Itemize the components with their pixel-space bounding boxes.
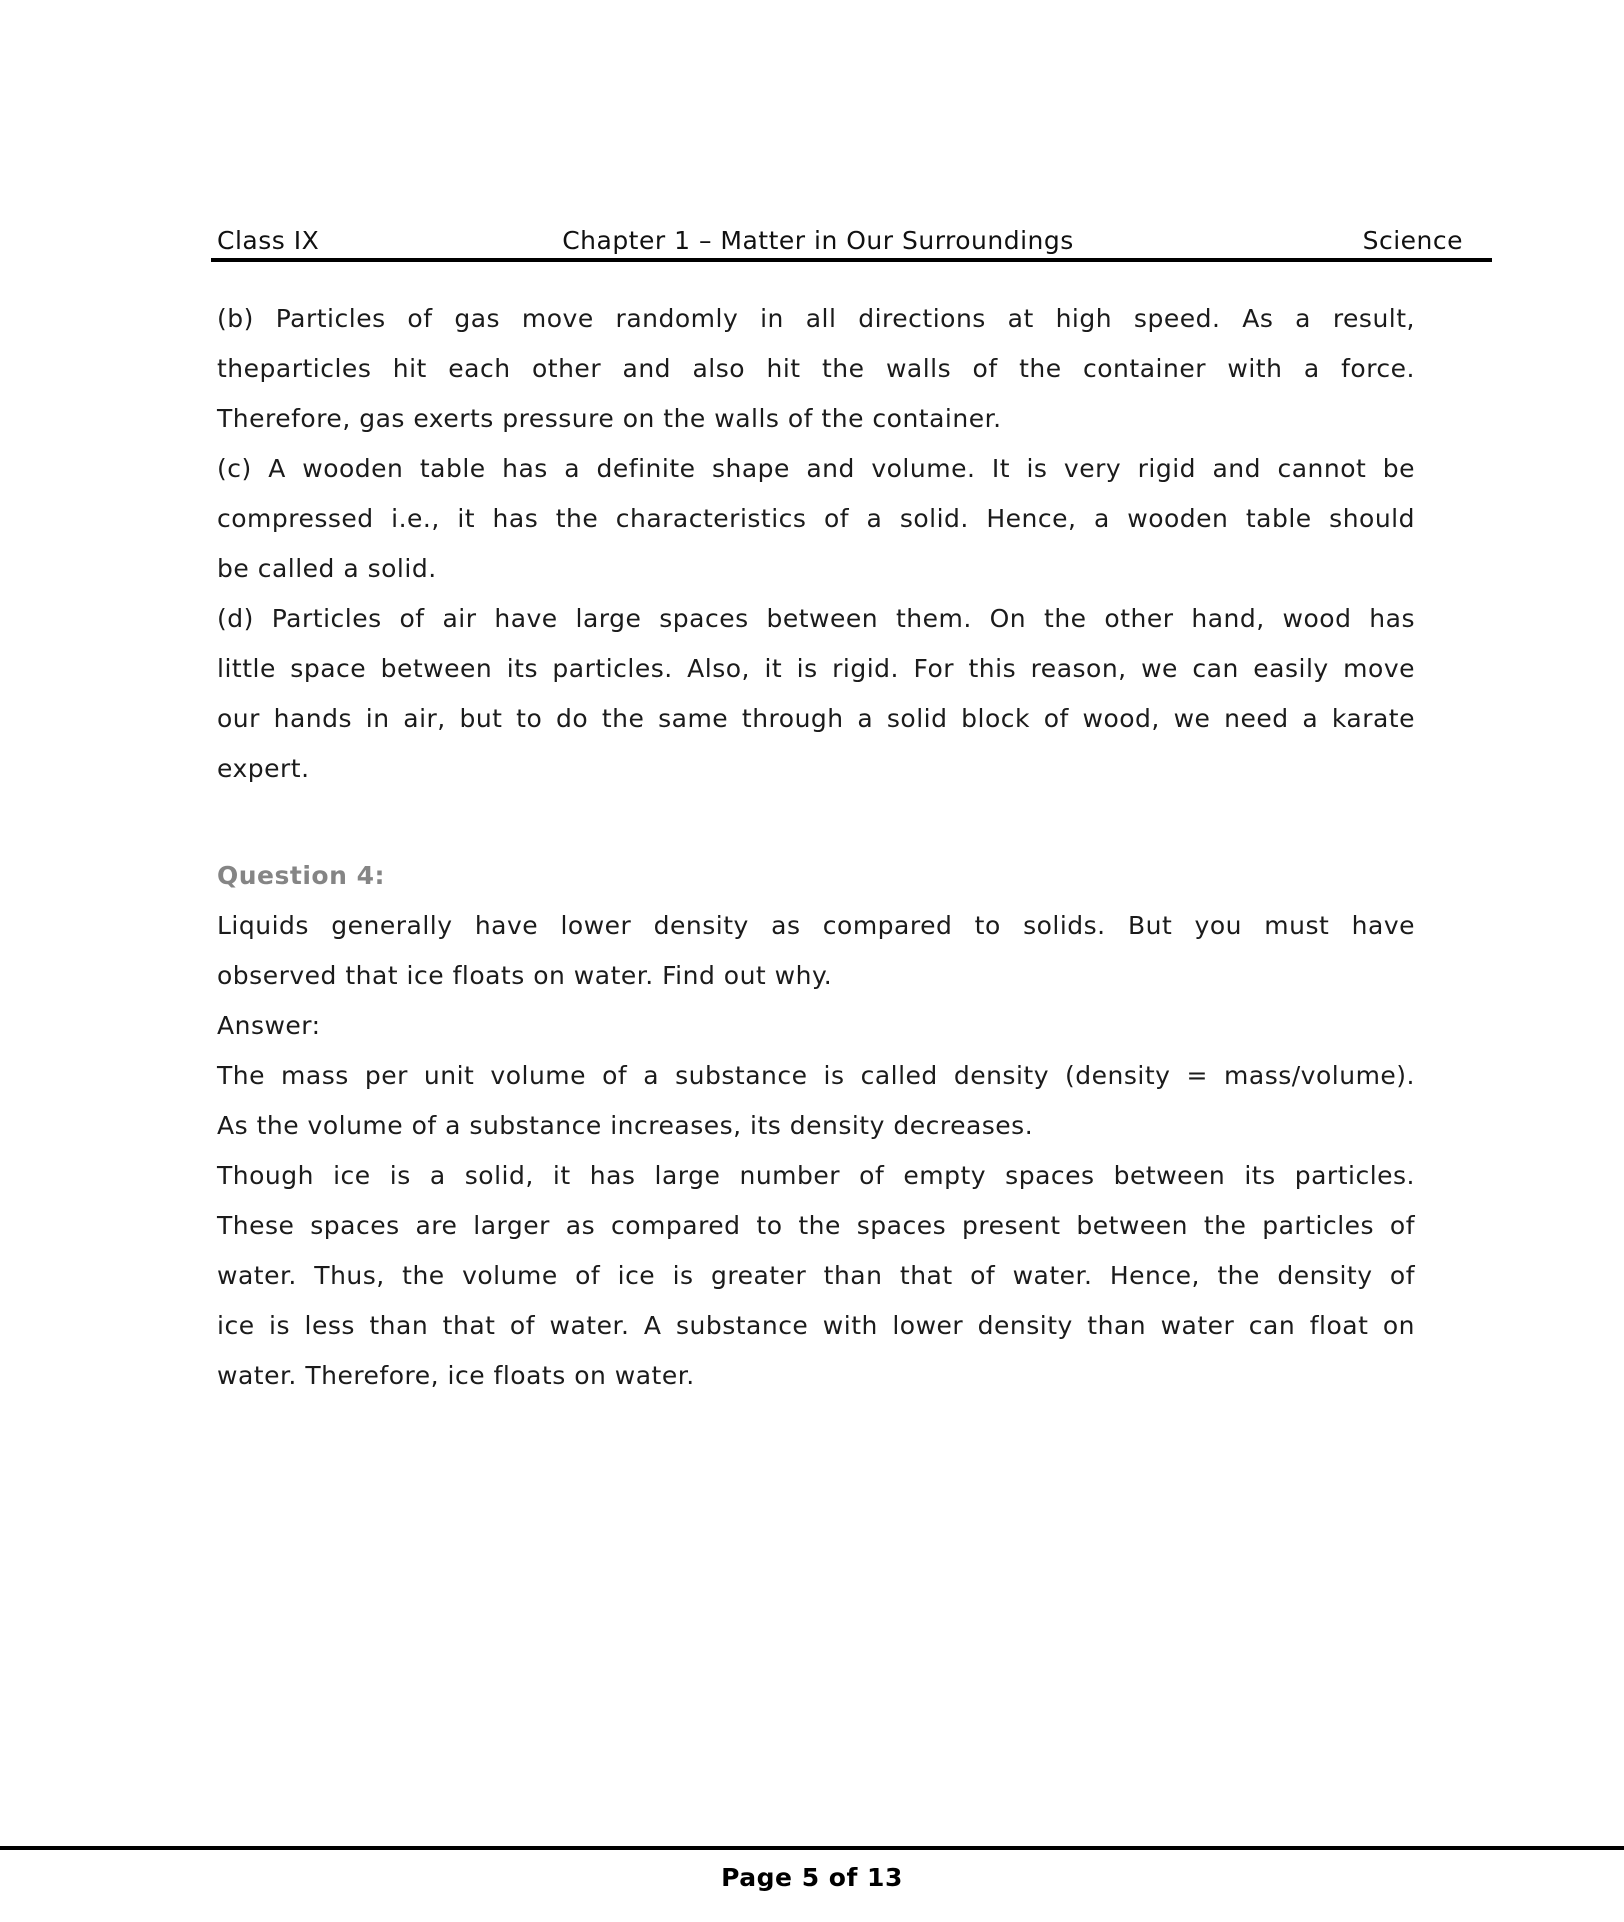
paragraph	[217, 294, 1415, 444]
text-line: (d) Particles of air have large spaces between them. On the other hand, wood has	[217, 604, 1415, 633]
text-line: Therefore, gas exerts pressure on the walls of the container.	[217, 404, 1002, 433]
text-line: The mass per unit volume of a substance is called density (density = mass/volume).	[217, 1061, 1415, 1090]
page-header	[211, 226, 1492, 262]
question-heading: Question 4:	[217, 861, 385, 890]
text-line: As the volume of a substance increases, its density decreases.	[217, 1111, 1034, 1140]
text-line: Though ice is a solid, it has large number of empty spaces between its particles.	[217, 1161, 1415, 1190]
text-line: expert.	[217, 754, 310, 783]
text-line: ice is less than that of water. A substance with lower density than water can float on	[217, 1311, 1415, 1340]
paragraph-spacer	[217, 794, 1415, 851]
text-line: be called a solid.	[217, 554, 437, 583]
text-line: (c) A wooden table has a definite shape and volume. It is very rigid and cannot be	[217, 454, 1415, 483]
page-number: Page 5 of 13	[721, 1863, 903, 1892]
paragraph	[217, 1051, 1415, 1151]
text-line: These spaces are larger as compared to the spaces present between the particles of	[217, 1211, 1415, 1240]
paragraph	[217, 444, 1415, 594]
text-line: (b) Particles of gas move randomly in all directions at high speed. As a result,	[217, 304, 1415, 333]
paragraph	[217, 1151, 1415, 1401]
document-body	[217, 294, 1415, 1401]
text-line: little space between its particles. Also, it is rigid. For this reason, we can easily move	[217, 654, 1415, 683]
footer-divider	[0, 1846, 1624, 1850]
header-subject-label: Science	[1362, 226, 1463, 255]
text-line: water. Therefore, ice floats on water.	[217, 1361, 695, 1390]
text-line: observed that ice floats on water. Find out why.	[217, 961, 833, 990]
header-chapter-title: Chapter 1 – Matter in Our Surroundings	[562, 226, 1074, 255]
text-line: our hands in air, but to do the same through a solid block of wood, we need a karate	[217, 704, 1415, 733]
text-line: theparticles hit each other and also hit the walls of the container with a force.	[217, 354, 1415, 383]
text-line: Liquids generally have lower density as compared to solids. But you must have	[217, 911, 1415, 940]
paragraph	[217, 1001, 1415, 1051]
text-line: water. Thus, the volume of ice is greater than that of water. Hence, the density of	[217, 1261, 1415, 1290]
header-class-label: Class IX	[217, 226, 320, 255]
text-line: Answer:	[217, 1011, 321, 1040]
text-line: compressed i.e., it has the characteristics of a solid. Hence, a wooden table should	[217, 504, 1415, 533]
paragraph	[217, 594, 1415, 794]
paragraph	[217, 901, 1415, 1001]
